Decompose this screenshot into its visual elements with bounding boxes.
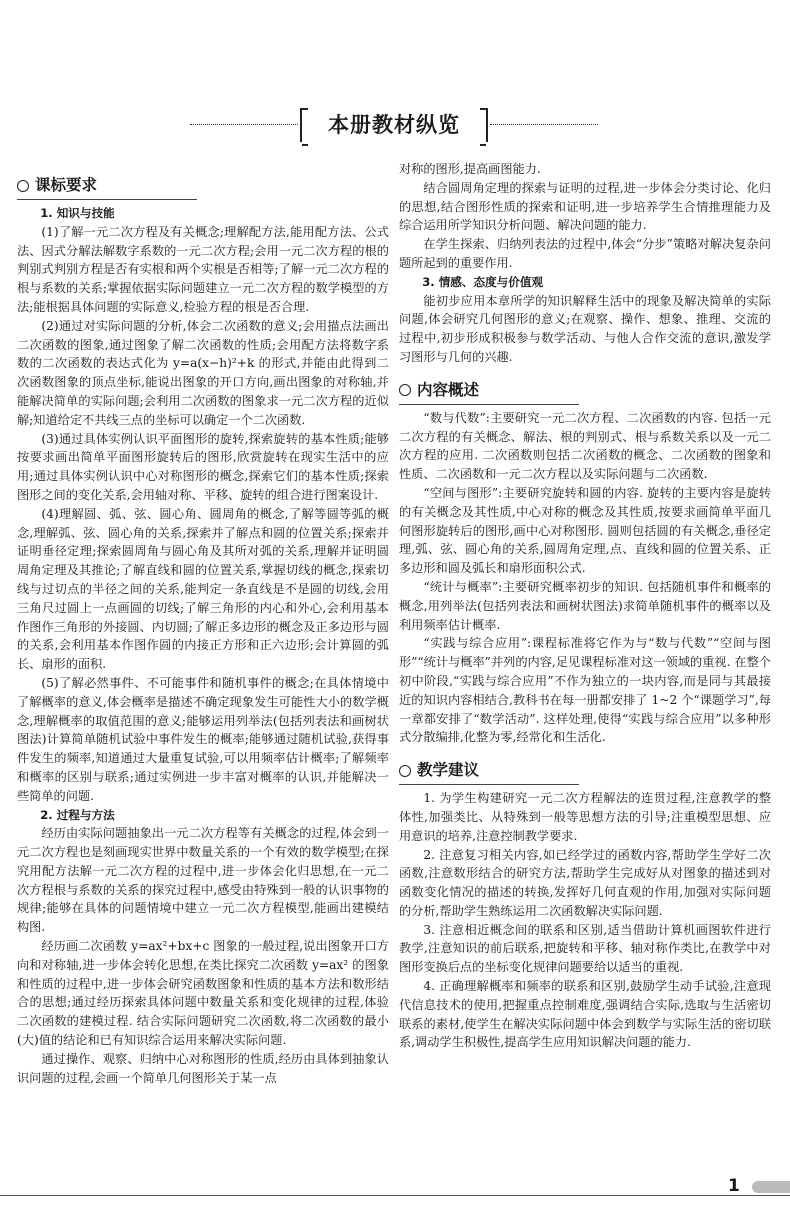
paragraph: (3)通过具体实例认识平面图形的旋转,探索旋转的基本性质;能够按要求画出简单平面图形旋转后的图形,欣赏旋转在现实生活中的应用;通过具体实例认识中心对称图形的概念,探索它们的基本性质;探索图形之间的变化关系,会用轴对称、平移、旋转的组合进行图案设计. (17, 431, 389, 502)
page-number: 1 (728, 1176, 740, 1196)
right-column (399, 160, 771, 1052)
paragraph: 能初步应用本章所学的知识解释生活中的现象及解决简单的实际问题,体会研究几何图形的意义;在观察、操作、想象、推理、交流的过程中,初步形成积极参与数学活动、与他人合作交流的意识,激发学习图形与几何的兴趣. (399, 293, 771, 364)
subheading-knowledge: 1. 知识与技能 (40, 206, 115, 220)
page-title-banner (0, 104, 790, 148)
paragraph: (2)通过对实际问题的分析,体会二次函数的意义;会用描点法画出二次函数的图象,通过图象了解二次函数的性质;会用配方法将数字系数的二次函数的表达式化为 y=a(x−h)²+k 的形式,并能由此得到二次函数图象的顶点坐标,能说出图象的开口方向,画出图象的对称轴,并能解决简单的实际问题;会利用二次函数的图象求一元二次方程的近似解;知道给定不共线三点的坐标可以确定一个二次函数. (17, 318, 389, 427)
paragraph: 经历画二次函数 y=ax²+bx+c 图象的一般过程,说出图象开口方向和对称轴,进一步体会转化思想,在类比探究二次函数 y=ax² 的图象和性质的过程中,进一步体会研究函数图象和性质的基本方法和数形结合的思想;通过经历探索具体问题中数量关系和变化规律的过程,体验二次函数的建模过程. 结合实际问题研究二次函数,将二次函数的最小(大)值的结论和已有知识综合运用来解决实际问题. (17, 939, 389, 1048)
paragraph: 通过操作、观察、归纳中心对称图形的性质,经历由具体到抽象认识问题的过程,会画一个简单几何图形关于某一点 (17, 1051, 389, 1085)
paragraph: 在学生探索、归纳列表法的过程中,体会“分步”策略对解决复杂问题所起到的重要作用. (399, 237, 771, 270)
paragraph: (4)理解圆、弧、弦、圆心角、圆周角的概念,了解等圆等弧的概念,理解弧、弦、圆心角的关系,探索并了解点和圆的位置关系;探索并证明垂径定理;探索圆周角与圆心角及其所对弧的关系,理解并证明圆周角定理及其推论;了解直线和圆的位置关系,掌握切线的概念,探索切线与过切点的半径之间的关系,能判定一条直线是不是圆的切线,会用三角尺过圆上一点画圆的切线;了解三角形的内心和外心,会利用基本作图作三角形的外接圆、内切圆;了解正多边形的概念及正多边形与圆的关系,会利用基本作图作圆的内接正方形和正六边形;会计算圆的弧长、扇形的面积. (17, 506, 389, 672)
paragraph: “空间与图形”:主要研究旋转和圆的内容. 旋转的主要内容是旋转的有关概念及其性质,中心对称的概念及其性质,按要求画简单平面几何图形旋转后的图形,画中心对称图形. 圆则包括圆的有关概念,垂径定理,弧、弦、圆心角的关系,圆周角定理,点、直线和圆的位置关系、正多边形和圆及弧长和扇形面积公式. (399, 485, 771, 576)
section-heading-overview (399, 377, 579, 405)
circle-bullet-icon (17, 180, 29, 192)
page-edge-tab (752, 1181, 790, 1193)
paragraph: “数与代数”:主要研究一元二次方程、二次函数的内容. 包括一元二次方程的有关概念、解法、根的判别式、根与系数关系以及一元二次方程的应用. 二次函数则包括二次函数的概念、二次函数的图象和性质、二次函数和一元二次方程以及实际问题与二次函数. (399, 410, 771, 482)
paragraph: 1. 为学生构建研究一元二次方程解法的连贯过程,注意教学的整体性,加强类比、从特殊到一般等思想方法的引导;注重模型思想、应用意识的培养,注意控制教学要求. (399, 791, 771, 843)
title-dotted-rule-left (190, 124, 298, 125)
paragraph: (1)了解一元二次方程及有关概念;理解配方法,能用配方法、公式法、因式分解法解数字系数的一元二次方程;会用一元二次方程的根的判别式判别方程是否有实根和两个实根是否相等;了解一元二次方程的根与系数的关系;掌握依据实际问题建立一元二次方程的数学模型的方法;能根据具体问题的实际意义,检验方程的根是否合理. (17, 224, 389, 314)
paragraph: “实践与综合应用”:课程标准将它作为与“数与代数”“空间与图形”“统计与概率”并列的内容,足见课程标准对这一领域的重视. 在整个初中阶段,“实践与综合应用”不作为独立的一块内容,而是同与其最接近的知识内容相结合,教科书在每一册都安排了 1~2 个“课题学习”,每一章都安排了“数学活动”. 这样处理,使得“实践与综合应用”以多种形式分散编排,化整为零,经常化和生活化. (399, 636, 771, 745)
paragraph: 3. 注意相近概念间的联系和区别,适当借助计算机画图软件进行教学,注意知识的前后联系,把旋转和平移、轴对称作类比,在教学中对图形变换后点的坐标变化规律问题要给以适当的重视. (399, 922, 771, 975)
paragraph: (5)了解必然事件、不可能事件和随机事件的概念;在具体情境中了解概率的意义,体会概率是描述不确定现象发生可能性大小的数学概念,理解概率的取值范围的意义;能够运用列举法(包括列表法和画树状图法)计算简单随机试验中事件发生的概率;能够通过随机试验,获得事件发生的频率,知道通过大量重复试验,可以用频率估计概率;了解频率和概率的区别与联系;通过实例进一步丰富对概率的认识,并能解决一些简单的问题. (17, 675, 389, 803)
subheading-attitude: 3. 情感、态度与价值观 (422, 274, 544, 289)
circle-bullet-icon (399, 384, 411, 396)
paragraph: 2. 注意复习相关内容,如已经学过的函数内容,帮助学生学好二次函数,注意数形结合的研究方法,帮助学生完成好从对图象的描述到对函数变化情况的描述的转换,发挥好几何直观的作用,加强对实际问题的分析,帮助学生熟练运用二次函数解决实际问题. (399, 847, 771, 918)
paragraph: 经历由实际问题抽象出一元二次方程等有关概念的过程,体会到一元二次方程也是刻画现实世界中数量关系的一个有效的数学模型;在探究用配方法解一元二次方程的过程中,进一步体会化归思想,在一元二次方程根与系数的关系的探究过程中,感受由特殊到一般的认识事物的规律;能够在具体的问题情境中建立一元二次方程模型,能画出建模结构图. (17, 826, 389, 935)
circle-bullet-icon (399, 765, 411, 777)
paragraph: 结合圆周角定理的探索与证明的过程,进一步体会分类讨论、化归的思想,结合图形性质的探索和证明,进一步培养学生合情推理能力及综合运用所学知识分析问题、解决问题的能力. (399, 180, 771, 233)
footer-rule (0, 1195, 790, 1196)
title-bracket-box (300, 108, 488, 142)
section-heading-teaching (399, 757, 579, 785)
paragraph: “统计与概率”:主要研究概率初步的知识. 包括随机事件和概率的概念,用列举法(包括列表法和画树状图法)求简单随机事件的概率以及利用频率估计概率. (399, 579, 771, 632)
subheading-process: 2. 过程与方法 (40, 807, 115, 822)
left-column (17, 160, 389, 1087)
section-title: 课标要求 (35, 176, 98, 195)
page-title: 本册教材纵览 (328, 113, 460, 137)
paragraph: 4. 正确理解概率和频率的联系和区别,鼓励学生动手试验,注意现代信息技术的使用,把握重点控制难度,强调结合实际,选取与生活密切联系的素材,使学生在解决实际问题中体会到数学与实际生活的密切联系,调动学生积极性,提高学生应用知识解决问题的能力. (399, 979, 771, 1050)
title-dotted-rule-right (490, 124, 598, 125)
paragraph-continued: 对称的图形,提高画图能力. (399, 162, 541, 176)
section-title: 教学建议 (417, 761, 480, 780)
section-title: 内容概述 (417, 380, 480, 399)
section-heading-curriculum (17, 172, 197, 200)
